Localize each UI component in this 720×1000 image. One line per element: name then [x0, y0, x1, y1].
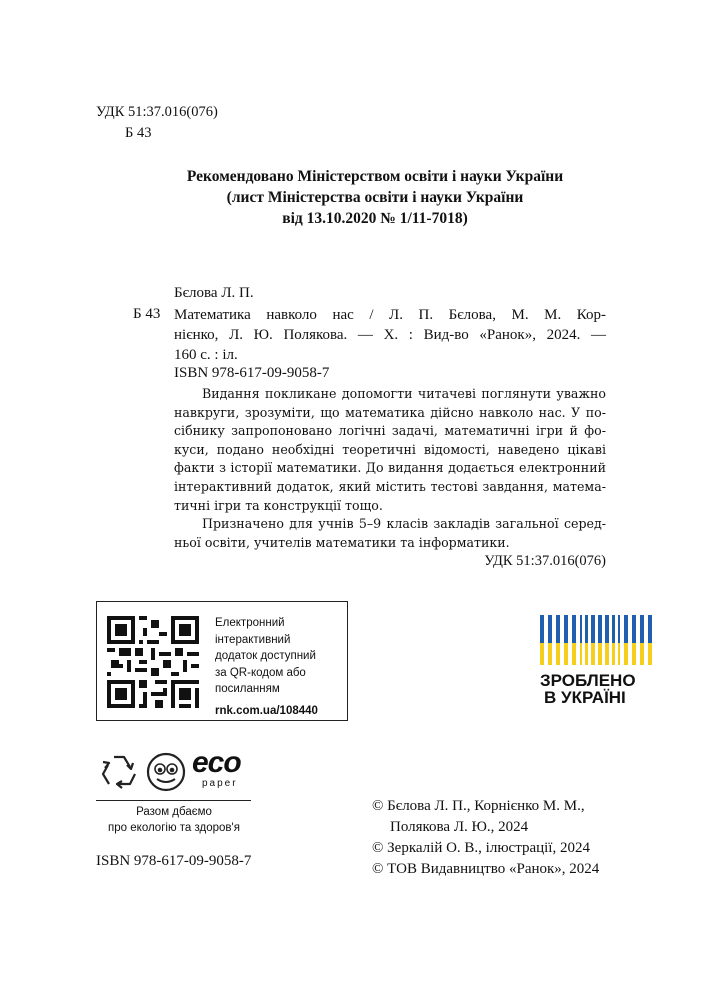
made-line: ЗРОБЛЕНО: [540, 671, 636, 690]
annotation-line: ньої освіти, учителів математики та інформатики.: [174, 534, 510, 550]
annotation-line: тичні ігри та конструкції тощо.: [174, 497, 383, 513]
udk-code: УДК 51:37.016(076): [96, 104, 218, 120]
qr-link[interactable]: rnk.com.ua/108440: [215, 704, 318, 717]
qr-text-line: додаток доступний: [215, 650, 316, 662]
recommendation-line: Рекомендовано Міністерством освіти і науки України: [186, 168, 564, 185]
copyright-line: © Бєлова Л. П., Корнієнко М. М.,: [372, 798, 585, 814]
qr-text-line: інтерактивний: [215, 633, 291, 646]
qr-text-line: Електронний: [215, 617, 285, 629]
annotation-line: Видання покликане допомогти читачеві поглянути уважно: [202, 386, 606, 401]
copyright-block: [372, 796, 599, 880]
annotation-line: факти з історії математики. До видання додається електронний: [174, 460, 606, 476]
isbn: ISBN 978-617-09-9058-7: [174, 365, 330, 381]
annotation-line: навкруги, зрозуміти, що математика дійсно навколо нас. У по-: [174, 404, 606, 420]
annotation-line: куси, подано необхідні теоретичні відомості, наведено цікаві: [174, 441, 606, 457]
author-mark: Б 43: [125, 125, 152, 141]
eco-logo-text: eco: [192, 746, 241, 779]
qr-text: [215, 615, 318, 719]
eco-logo-sub: paper: [202, 778, 238, 789]
smiley-icon: [146, 752, 186, 792]
udk-repeat: УДК 51:37.016(076): [484, 553, 606, 570]
title-line: 160 с. : іл.: [174, 347, 238, 363]
recommendation: [100, 166, 650, 229]
eco-caption-line: про екологію та здоров'я: [108, 822, 240, 834]
eco-caption-line: Разом дбаємо: [136, 806, 212, 818]
annotation: [174, 385, 606, 571]
eco-divider: [96, 800, 251, 801]
bibliography-title: [174, 305, 606, 365]
annotation-line: інтерактивний додаток, який містить тестові завдання, матема-: [174, 478, 606, 494]
made-in-ukraine-text: [540, 672, 660, 706]
isbn-bottom: ISBN 978-617-09-9058-7: [96, 853, 252, 869]
annotation-line: сібнику запропоновано логічні задачі, математичні ігри й фо-: [174, 423, 606, 439]
qr-text-line: посиланням: [215, 683, 280, 695]
title-line: Математика навколо нас / Л. П. Бєлова, М. М. Кор-: [174, 307, 606, 323]
author-heading: Бєлова Л. П.: [174, 285, 254, 301]
qr-code-icon[interactable]: [107, 616, 199, 708]
copyright-line: Полякова Л. Ю., 2024: [390, 819, 529, 835]
eco-caption: [90, 804, 258, 836]
qr-block: [96, 601, 348, 721]
made-in-ukraine-flag-icon: [540, 615, 656, 665]
title-line: нієнко, Л. Ю. Полякова. — Х. : Вид-во «Ранок», 2024. —: [174, 327, 606, 343]
copyright-line: © ТОВ Видавництво «Ранок», 2024: [372, 861, 600, 877]
copyright-line: © Зеркалій О. В., ілюстрації, 2024: [372, 840, 590, 856]
recycle-icon: [97, 752, 141, 792]
made-line: В УКРАЇНІ: [544, 688, 626, 707]
qr-text-line: за QR-кодом або: [215, 666, 306, 679]
annotation-line: Призначено для учнів 5–9 класів закладів загальної серед-: [202, 516, 606, 532]
recommendation-line: від 13.10.2020 № 1/11-7018): [282, 210, 468, 227]
recommendation-line: (лист Міністерства освіти і науки України: [226, 189, 524, 206]
bibliography-mark: Б 43: [133, 306, 161, 322]
